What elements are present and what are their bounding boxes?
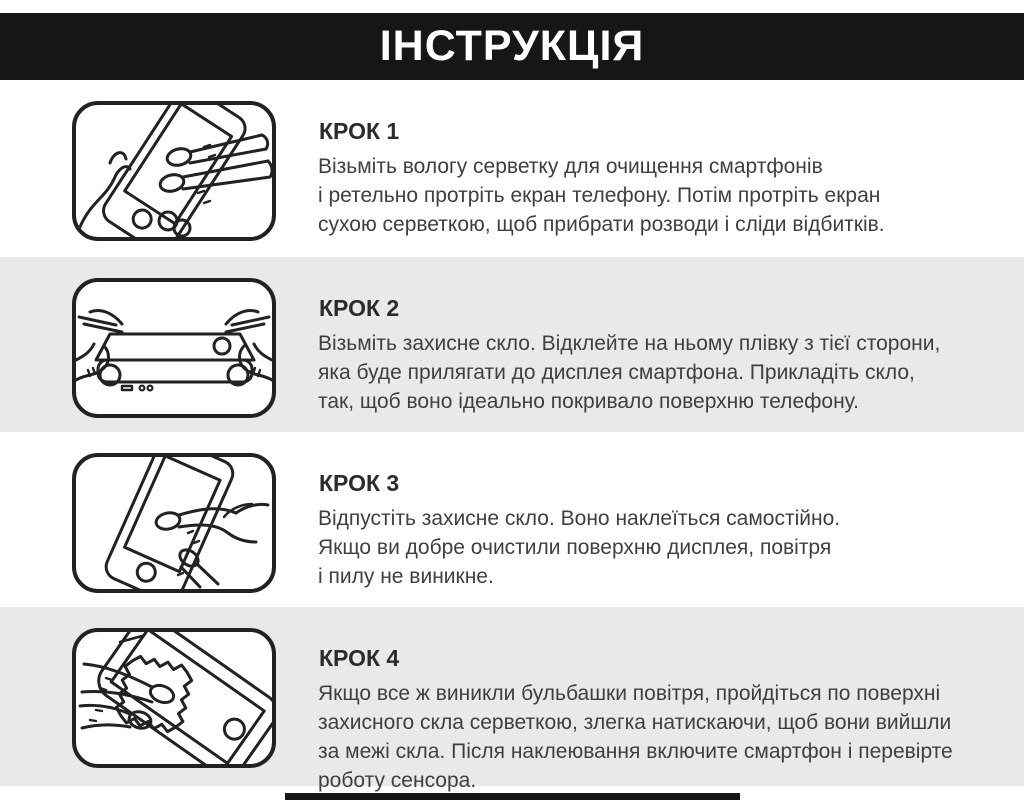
step-4-line-2: захисного скла серветкою, злегка натискаючи, щоб вони вийшли (318, 711, 952, 734)
step-3-label: КРОК 3 (319, 470, 400, 496)
step-2-line-2: яка буде прилягати до дисплея смартфона. Прикладіть скло, (318, 361, 915, 384)
step-1-line-1: Візьміть вологу серветку для очищення смартфонів (318, 155, 823, 178)
step-4-illustration-box (72, 628, 276, 768)
step-2-illustration-box (72, 278, 276, 418)
step-4-line-1: Якщо все ж виникли бульбашки повітря, пройдіться по поверхні (318, 682, 941, 705)
step-1-illustration-box (72, 101, 276, 241)
step-2-label: КРОК 2 (319, 295, 400, 321)
wipe-phone-with-fingers-icon (76, 105, 272, 237)
step-2-section (0, 257, 1024, 432)
step-3-section (0, 432, 1024, 607)
step-4-label: КРОК 4 (319, 645, 400, 671)
step-4-line-3: за межі скла. Після наклеювання включите смартфон і перевірте (318, 740, 953, 763)
step-3-line-2: Якщо ви добре очистили поверхню дисплея, повітря (318, 536, 832, 559)
header-bar (0, 13, 1024, 80)
step-2-line-3: так, щоб воно ідеально покривало поверхню телефону. (318, 390, 859, 413)
step-4-line-4: роботу сенсора. (318, 769, 477, 792)
step-3-line-1: Відпустіть захисне скло. Воно наклеїться самостійно. (318, 507, 841, 530)
step-3-line-3: і пилу не виникне. (318, 565, 494, 588)
finger-press-glass-icon (76, 457, 272, 589)
align-glass-two-hands-icon (76, 282, 272, 414)
step-1-label: КРОК 1 (319, 118, 400, 144)
step-3-illustration-box (72, 453, 276, 593)
cloth-press-bubbles-icon (76, 632, 272, 764)
step-1-line-2: і ретельно протріть екран телефону. Потім протріть екран (318, 184, 881, 207)
step-1-section (0, 80, 1024, 257)
next-section-header-partial (285, 793, 740, 800)
step-4-section (0, 607, 1024, 792)
page-title: ІНСТРУКЦІЯ (379, 22, 645, 70)
step-1-line-3: сухою серветкою, щоб прибрати розводи і сліди відбитків. (318, 213, 885, 236)
step-2-line-1: Візьміть захисне скло. Відклейте на ньому плівку з тієї сторони, (318, 332, 941, 355)
